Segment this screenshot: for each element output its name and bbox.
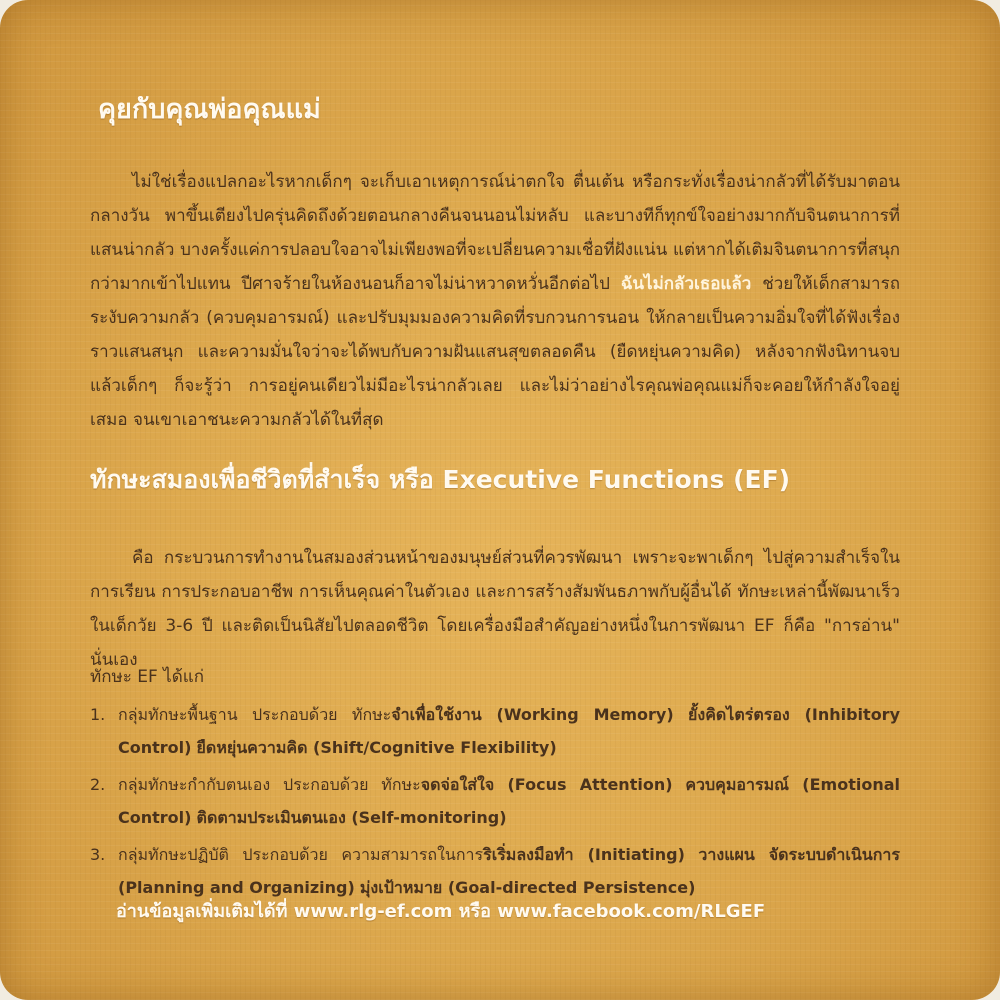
parents-paragraph-part-b: ช่วยให้เด็กสามารถระงับความกลัว (ควบคุมอารมณ์) และปรับมุมมองความคิดที่รบกวนการนอน ให้กลายเป็นความอิ่มใจที่ได้ฟังเรื่องราวแสนสนุก และความมั่นใจว่าจะได้พบกับความฝันแสนสุขตลอดคืน (ยืดหยุ่นความคิด) หลังจากฟังนิทานจบแล้วเด็กๆ ก็จะรู้ว่า การอยู่คนเดียวไม่มีอะไรน่ากลัวเลย และไม่ว่าอย่างไรคุณพ่อคุณแม่ก็จะคอยให้กำลังใจอยู่เสมอ จนเขาเอาชนะความกลัวได้ในที่สุด xyxy=(90,274,900,430)
ef-list-label: ทักษะ EF ได้แก่ xyxy=(90,667,205,687)
item-skill-bold: ยืดหยุ่นความคิด (Shift/Cognitive Flexibility) xyxy=(196,738,557,757)
list-number: 3. xyxy=(90,845,106,864)
item-text: กลุ่มทักษะปฏิบัติ ประกอบด้วย ความสามารถในการ xyxy=(118,845,484,864)
item-skill-bold: มุ่งเป้าหมาย (Goal-directed Persistence) xyxy=(359,878,696,897)
ef-skill-group-item xyxy=(90,838,900,904)
more-info-footer: อ่านข้อมูลเพิ่มเติมได้ที่ www.rlg-ef.com หรือ www.facebook.com/RLGEF xyxy=(116,901,766,922)
item-text: กลุ่มทักษะกำกับตนเอง ประกอบด้วย ทักษะ xyxy=(118,775,421,794)
item-separator xyxy=(685,845,698,864)
book-title: ฉันไม่กลัวเธอแล้ว xyxy=(620,274,752,294)
parents-paragraph-part-a: ไม่ใช่เรื่องแปลกอะไรหากเด็กๆ จะเก็บเอาเหตุการณ์น่าตกใจ ตื่นเต้น หรือกระทั่งเรื่องน่ากลัวที่ได้รับมาตอนกลางวัน พาขึ้นเตียงไปครุ่นคิดถึงด้วยตอนกลางคืนจนนอนไม่หลับ และบางทีก็ทุกข์ใจอย่างมากกับจินตนาการที่แสนน่ากลัว บางครั้งแค่การปลอบใจอาจไม่เพียงพอที่จะเปลี่ยนความเชื่อที่ฝังแน่น แต่หากได้เติมจินตนาการที่สนุกกว่ามากเข้าไปแทน ปีศาจร้ายในห้องนอนก็อาจไม่น่าหวาดหวั่นอีกต่อไป xyxy=(90,172,900,294)
parents-paragraph xyxy=(90,165,900,437)
item-skill-bold: จดจ่อใส่ใจ (Focus Attention) xyxy=(420,775,673,794)
ef-skill-group-item xyxy=(90,698,900,764)
item-skill-bold: ริเริ่มลงมือทำ (Initiating) xyxy=(483,845,685,864)
ef-description-paragraph: คือ กระบวนการทำงานในสมองส่วนหน้าของมนุษย์ส่วนที่ควรพัฒนา เพราะจะพาเด็กๆ ไปสู่ความสำเร็จในการเรียน การประกอบอาชีพ การเห็นคุณค่าในตัวเอง และการสร้างสัมพันธภาพกับผู้อื่นได้ ทักษะเหล่านี้พัฒนาเร็วในเด็กวัย 3-6 ปี และติดเป็นนิสัยไปตลอดชีวิต โดยเครื่องมือสำคัญอย่างหนึ่งในการพัฒนา EF ก็คือ "การอ่าน" นั่นเอง xyxy=(90,548,900,670)
item-skill-bold: วางแผน จัดระบบดำเนินการ (Planning and Organizing) xyxy=(118,845,901,897)
ef-skill-groups-list xyxy=(90,698,900,908)
item-separator xyxy=(673,775,686,794)
section-title-talk-with-parents: คุยกับคุณพ่อคุณแม่ xyxy=(98,94,321,125)
list-number: 2. xyxy=(90,775,106,794)
item-skill-bold: ติดตามประเมินตนเอง (Self-monitoring) xyxy=(196,808,507,827)
list-number: 1. xyxy=(90,705,106,724)
item-skill-bold: ยั้งคิดไตร่ตรอง (Inhibitory Control) xyxy=(118,705,900,757)
cover-content xyxy=(90,92,910,922)
item-skill-bold: ควบคุมอารมณ์ (Emotional Control) xyxy=(118,775,900,827)
item-skill-bold: จำเพื่อใช้งาน (Working Memory) xyxy=(391,705,674,724)
section-title-executive-functions: ทักษะสมองเพื่อชีวิตที่สำเร็จ หรือ Executive Functions (EF) xyxy=(90,465,791,494)
ef-skill-group-item xyxy=(90,768,900,834)
item-separator xyxy=(674,705,688,724)
item-text: กลุ่มทักษะพื้นฐาน ประกอบด้วย ทักษะ xyxy=(118,705,392,724)
